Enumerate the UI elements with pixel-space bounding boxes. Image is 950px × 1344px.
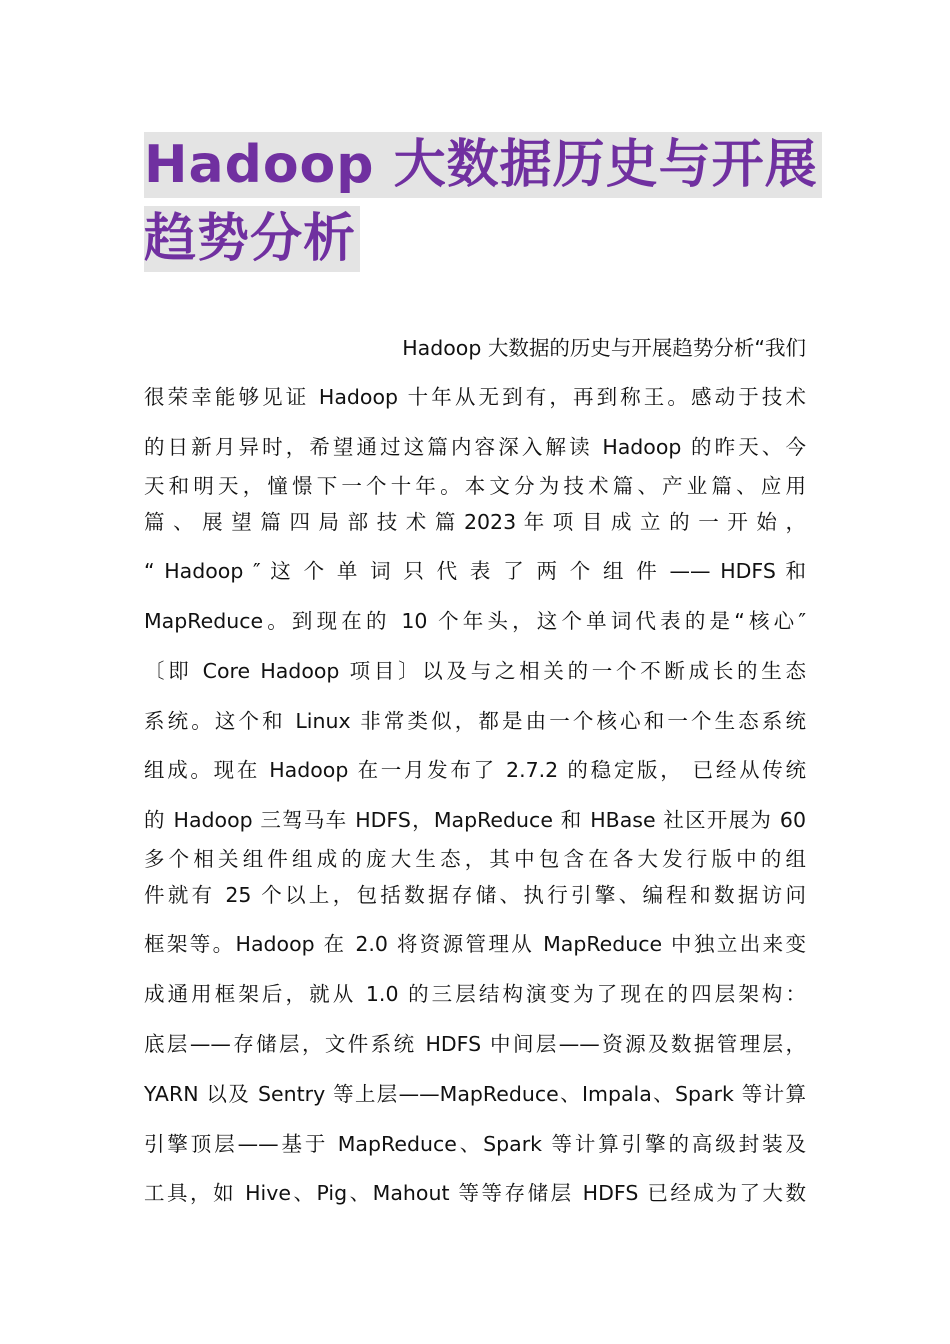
title-line-2: 趋势分析 (144, 206, 360, 272)
body-line: 很荣幸能够见证 Hadoop 十年从无到有，再到称王。感动于技术 (144, 385, 806, 409)
body-line: Hadoop 大数据的历史与开展趋势分析“我们 (402, 336, 806, 360)
body-line: 天和明天，憧憬下一个十年。本文分为技术篇、产业篇、应用 (144, 474, 806, 498)
body-line: 篇 、 展 望 篇 四 局 部 技 术 篇 2023 年 项 目 成 立 的 一 开 始 ， (144, 510, 806, 534)
title-line-1: Hadoop 大数据历史与开展 (144, 132, 822, 198)
body-line: YARN 以及 Sentry 等上层——MapReduce、Impala、Spark 等计算 (144, 1082, 806, 1106)
body-line: MapReduce。到现在的 10 个年头，这个单词代表的是“核心″ (144, 609, 806, 633)
body-line: 系统。这个和 Linux 非常类似，都是由一个核心和一个生态系统 (144, 709, 806, 733)
body-line: 引擎顶层——基于 MapReduce、Spark 等计算引擎的高级封装及 (144, 1132, 806, 1156)
body-line: 〔即 Core Hadoop 项目〕以及与之相关的一个不断成长的生态 (144, 659, 806, 683)
document-title (144, 132, 824, 272)
body-line: 框架等。Hadoop 在 2.0 将资源管理从 MapReduce 中独立出来变 (144, 932, 806, 956)
body-line: 组成。现在 Hadoop 在一月发布了 2.7.2 的稳定版， 已经从传统 (144, 758, 806, 782)
body-line: 件就有 25 个以上，包括数据存储、执行引擎、编程和数据访问 (144, 883, 806, 907)
body-line: 多个相关组件组成的庞大生态，其中包含在各大发行版中的组 (144, 847, 806, 871)
body-line: 成通用框架后，就从 1.0 的三层结构演变为了现在的四层架构： (144, 982, 806, 1006)
body-line: 的日新月异时，希望通过这篇内容深入解读 Hadoop 的昨天、今 (144, 435, 806, 459)
body-line: “ Hadoop ″ 这 个 单 词 只 代 表 了 两 个 组 件 —— HDFS 和 (144, 559, 806, 583)
body-line: 工具，如 Hive、Pig、Mahout 等等存储层 HDFS 已经成为了大数 (144, 1181, 806, 1205)
body-line: 底层——存储层，文件系统 HDFS 中间层——资源及数据管理层， (144, 1032, 806, 1056)
body-line: 的 Hadoop 三驾马车 HDFS，MapReduce 和 HBase 社区开展为 60 (144, 808, 806, 832)
